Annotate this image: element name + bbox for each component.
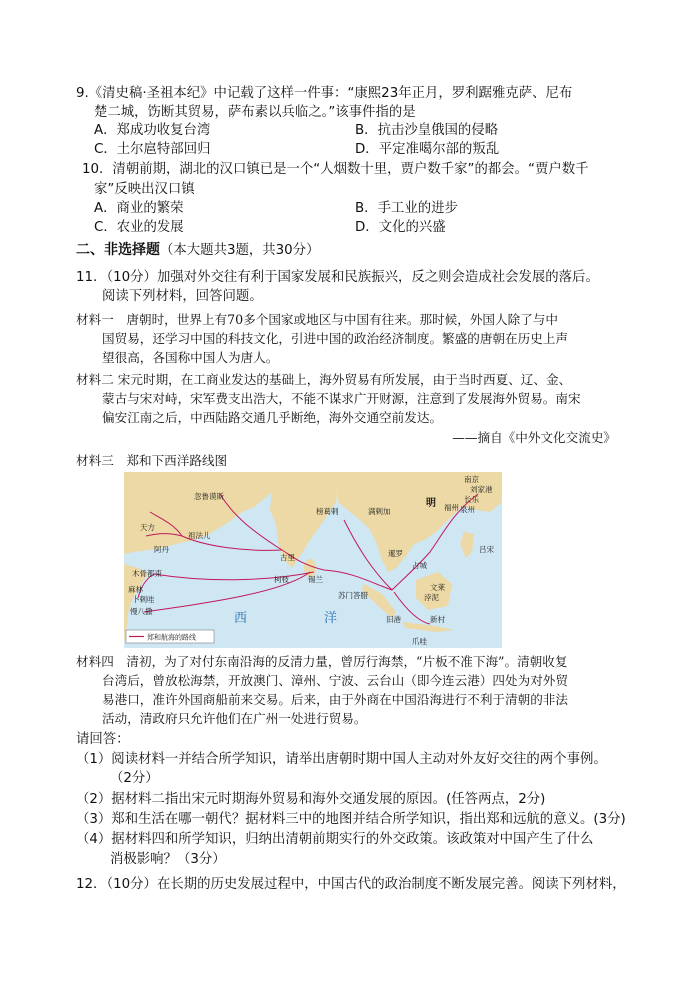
material3-title: 材料三 郑和下西洋路线图 xyxy=(76,453,228,468)
q11-stem-line1: 11．（10分）加强对外交往有利于国家发展和民族振兴，反之则会造成社会发展的落后。 xyxy=(76,270,599,285)
q9-option-c: C．土尔扈特部回归 xyxy=(94,142,211,157)
q10-stem-line1: 10．清朝前期，湖北的汉口镇已是一个“人烟数十里，贾户数千家”的都会。“贾户数千 xyxy=(82,162,589,177)
map-label-wenlai: 文莱 xyxy=(430,583,445,592)
material2-line2: 蒙古与宋对峙，宋军费支出浩大，不能不谋求广开财源，注意到了发展海外贸易。南宋 xyxy=(102,391,581,406)
material4-line3: 易港口，准许外国商船前来交易。后来，由于外商在中国沿海进行不利于清朝的非法 xyxy=(102,692,568,707)
map-label-quanzhou: 泉州 xyxy=(460,505,475,514)
q9-stem-line2: 楚二城，饬断其贸易，萨布素以兵临之。”该事件指的是 xyxy=(94,105,416,120)
q11-sub4-cont: 消极影响？（3分） xyxy=(110,852,226,867)
map-legend xyxy=(126,630,214,643)
map-label-hormuz: 忽鲁谟斯 xyxy=(194,492,224,501)
material2-line1: 材料二 宋元时期，在工商业发达的基础上，海外贸易有所发展，由于当时西夏、辽、金、 xyxy=(76,372,572,387)
map-label-ocean: 洋 xyxy=(324,611,338,626)
map-label-liujiagang: 刘家港 xyxy=(470,485,493,494)
q11-stem-line2: 阅读下列材料，回答问题。 xyxy=(102,289,263,304)
material4-line4: 活动，清政府只允许他们在广州一处进行贸易。 xyxy=(102,711,367,726)
map-label-fuzhou: 福州 xyxy=(444,503,459,512)
map-legend-label: 郑和航海的路线 xyxy=(147,633,196,642)
q11-sub3: （3）郑和生活在哪一朝代？据材料三中的地图并结合所学知识，指出郑和远航的意义。(3分) xyxy=(76,812,626,827)
q11-sub4: （4）据材料四和所学知识，归纳出清朝前期实行的外交政策。该政策对中国产生了什么 xyxy=(76,832,594,847)
map-label-mecca: 天方 xyxy=(140,523,155,532)
q11-sub1-score: （2分） xyxy=(110,771,159,786)
q9-option-a: A．郑成功收复台湾 xyxy=(94,123,211,138)
material2-source: ——摘自《中外文化交流史》 xyxy=(452,430,616,445)
material1-line2: 国贸易，还学习中国的科技文化，引进中国的政治经济制度。繁盛的唐朝在历史上声 xyxy=(102,331,568,346)
map-label-calicut: 古里 xyxy=(280,553,295,562)
material1-line3: 望很高，各国称中国人为唐人。 xyxy=(102,350,279,365)
q11-sub1: （1）阅读材料一并结合所学知识，请举出唐朝时期中国人主动对外友好交往的两个事例。 xyxy=(76,752,607,767)
map-label-changle: 长乐 xyxy=(464,495,479,504)
section-note: （本大题共3题，共30分） xyxy=(160,243,320,258)
map-label-malacca: 满剌加 xyxy=(368,507,391,516)
zheng-he-voyage-map xyxy=(124,472,502,648)
material2-line3: 偏安江南之后，中西陆路交通几乎断绝，海外交通空前发达。 xyxy=(102,410,443,425)
material4-line1: 材料四 清初，为了对付东南沿海的反清力量，曾厉行海禁，“片板不准下海”。清朝收复 xyxy=(76,654,568,669)
map-label-west: 西 xyxy=(234,611,248,626)
section-heading xyxy=(76,240,319,261)
map-label-luzon: 吕宋 xyxy=(479,545,494,554)
section-title: 二、非选择题 xyxy=(76,242,160,258)
q9-stem-line1: 9.《清史稿·圣祖本纪》中记载了这样一件事：“康熙23年正月，罗利踞雅克萨、尼布 xyxy=(76,86,573,101)
map-label-palembang: 旧港 xyxy=(386,615,401,624)
map-label-ceylon: 锡兰 xyxy=(308,575,323,584)
map-label-xincun: 新村 xyxy=(430,615,445,624)
map-label-champa: 占城 xyxy=(412,561,427,570)
answer-prompt: 请回答： xyxy=(76,732,130,747)
q10-option-a: A．商业的繁荣 xyxy=(94,201,184,216)
q12-stem-line1: 12．（10分）在长期的历史发展过程中，中国古代的政治制度不断发展完善。阅读下列材料， xyxy=(76,877,626,892)
q10-option-b: B．手工业的进步 xyxy=(355,201,458,216)
q10-stem-line2: 家”反映出汉口镇 xyxy=(94,182,195,197)
map-label-zufar: 祖法儿 xyxy=(188,531,211,540)
map-label-brava: 卜剌哇 xyxy=(132,595,155,604)
map-label-brunei: 浡泥 xyxy=(424,593,439,602)
q10-option-d: D．文化的兴盛 xyxy=(355,220,446,235)
map-label-mombasa: 慢八撒 xyxy=(130,607,153,616)
q9-option-b: B．抗击沙皇俄国的侵略 xyxy=(355,123,499,138)
map-label-mogadishu: 木骨都束 xyxy=(132,569,162,578)
map-label-siam: 暹罗 xyxy=(388,549,403,558)
q10-option-c: C．农业的发展 xyxy=(94,220,184,235)
q9-option-d: D．平定准噶尔部的叛乱 xyxy=(355,142,500,157)
map-label-cochin: 柯枝 xyxy=(274,575,289,584)
map-label-ming: 明 xyxy=(426,498,436,509)
q11-sub2: （2）据材料二指出宋元时期海外贸易和海外交通发展的原因。(任答两点，2分) xyxy=(76,792,546,807)
map-label-bengal: 榜葛剌 xyxy=(316,507,339,516)
map-label-aden: 阿丹 xyxy=(154,545,169,554)
map-label-sumatra: 苏门答腊 xyxy=(338,591,368,600)
map-label-java: 爪哇 xyxy=(412,637,427,646)
map-label-nanjing: 南京 xyxy=(464,475,479,484)
material4-line2: 台湾后，曾放松海禁，开放澳门、漳州、宁波、云台山（即今连云港）四处为对外贸 xyxy=(102,673,568,688)
material1-line1: 材料一 唐朝时，世界上有70多个国家或地区与中国有往来。那时候，外国人除了与中 xyxy=(76,312,558,327)
map-label-malindi: 麻林 xyxy=(128,585,143,594)
